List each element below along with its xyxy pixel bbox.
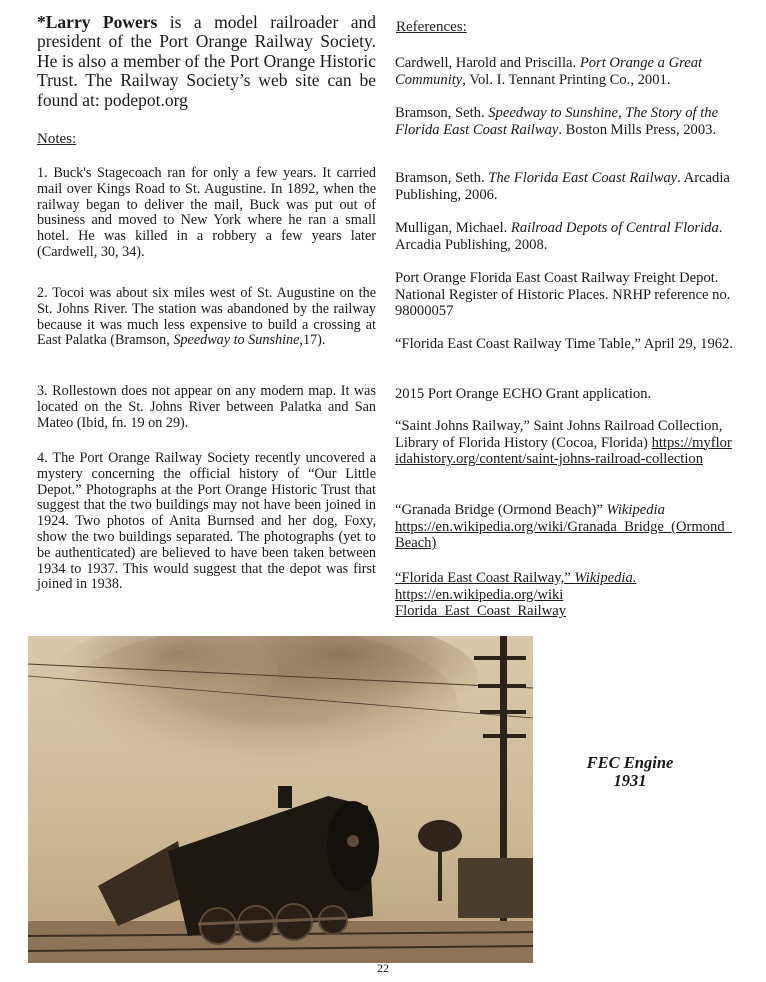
reference-4-title: Railroad Depots of Central Florida: [510, 220, 719, 236]
reference-10: [395, 570, 735, 620]
reference-2: [395, 105, 735, 138]
author-name: *Larry Powers: [37, 12, 158, 32]
reference-3-title: The Florida East Coast Railway: [488, 170, 678, 186]
reference-9-link[interactable]: https://en.wikipedia.org/wiki/Granada_Bridge_(Ormond_Beach): [395, 518, 732, 552]
note-1: 1. Buck's Stagecoach ran for only a few years. It carried mail over Kings Road to St. Augustine. In 1892, when the railway began to deliver the mail, Buck was put out of business and moved to New York where he ran a small hotel. He was killed in a robbery a few years later (Cardwell, 30, 34).: [37, 165, 376, 260]
reference-4-author: Mulligan, Michael.: [395, 220, 511, 236]
reference-1-publisher: , Vol. I. Tennant Printing Co., 2001.: [462, 71, 671, 88]
fec-engine-photo-image: [28, 636, 533, 963]
reference-9-text: “Granada Bridge (Ormond Beach)”: [395, 502, 607, 518]
author-bio: [37, 13, 376, 110]
reference-3-author: Bramson, Seth.: [395, 170, 489, 186]
reference-8-link[interactable]: https://myfloridahistory.org/content/saint-johns-railroad-collection: [395, 434, 732, 468]
note-2-end: ,17).: [299, 332, 326, 349]
reference-9-source: Wikipedia: [606, 502, 665, 518]
page-number: 22: [377, 961, 389, 975]
reference-8-text: “Saint Johns Railway,” Saint Johns Railroad Collection, Library of Florida History (Cocoa, Florida): [395, 418, 723, 451]
note-2-italic: Speedway to Sunshine: [173, 332, 300, 349]
reference-10-source[interactable]: Wikipedia.: [574, 570, 637, 586]
reference-1: [395, 55, 735, 88]
reference-10-text[interactable]: “Florida East Coast Railway,”: [395, 570, 575, 586]
notes-heading: Notes:: [37, 131, 77, 147]
references-heading: References:: [396, 19, 467, 35]
reference-9: [395, 502, 735, 552]
reference-3-publisher: . Arcadia Publishing, 2006.: [395, 170, 730, 203]
reference-10-link-2[interactable]: Florida_East_Coast_Railway: [395, 603, 567, 620]
reference-2-publisher: . Boston Mills Press, 2003.: [558, 121, 717, 138]
photo-caption-line-2: 1931: [613, 771, 647, 790]
reference-1-author: Cardwell, Harold and Priscilla.: [395, 55, 580, 71]
reference-10-link-1[interactable]: https://en.wikipedia.org/wiki: [395, 586, 564, 603]
reference-7: 2015 Port Orange ECHO Grant application.: [395, 386, 652, 402]
photo-caption-line-1: FEC Engine: [586, 753, 674, 772]
note-2-text: 2. Tocoi was about six miles west of St. Augustine on the St. Johns River. The station was abandoned by the railway because it was much less expensive to build a crossing at East Palatka (Bramson,: [37, 285, 376, 349]
reference-4: [395, 220, 735, 253]
reference-8: [395, 418, 735, 468]
fec-engine-photo: [28, 636, 533, 963]
reference-5: Port Orange Florida East Coast Railway Freight Depot. National Register of Historic Places. NRHP reference no. 98000057: [395, 270, 731, 320]
reference-2-author: Bramson, Seth.: [395, 105, 489, 121]
reference-1-title: Port Orange a Great Community: [395, 55, 703, 88]
reference-3: [395, 170, 735, 203]
reference-6: “Florida East Coast Railway Time Table,” April 29, 1962.: [395, 336, 733, 352]
author-bio-text: is a model railroader and president of the Port Orange Railway Society. He is also a member of the Port Orange Historic Trust. The Railway Society’s web site can be found at: podepot.org: [37, 12, 376, 110]
note-2: [37, 286, 376, 349]
note-4: 4. The Port Orange Railway Society recently uncovered a mystery concerning the official history of “Our Little Depot.” Photographs at the Port Orange Historic Trust that suggest that the two buildings may not have been joined in 1924. Two photos of Anita Burnsed and her dog, Foxy, show the two buildings separated. The photographs (yet to be authenticated) are believed to have been taken between 1934 to 1937. This would suggest that the depot was first joined in 1938.: [37, 450, 376, 593]
reference-2-title: Speedway to Sunshine, The Story of the Florida East Coast Railway: [395, 105, 719, 138]
photo-caption: [560, 754, 700, 790]
reference-4-publisher: . Arcadia Publishing, 2008.: [395, 220, 723, 253]
note-3: 3. Rollestown does not appear on any modern map. It was located on the St. Johns River between Palatka and San Mateo (Ibid, fn. 19 on 29).: [37, 383, 376, 431]
